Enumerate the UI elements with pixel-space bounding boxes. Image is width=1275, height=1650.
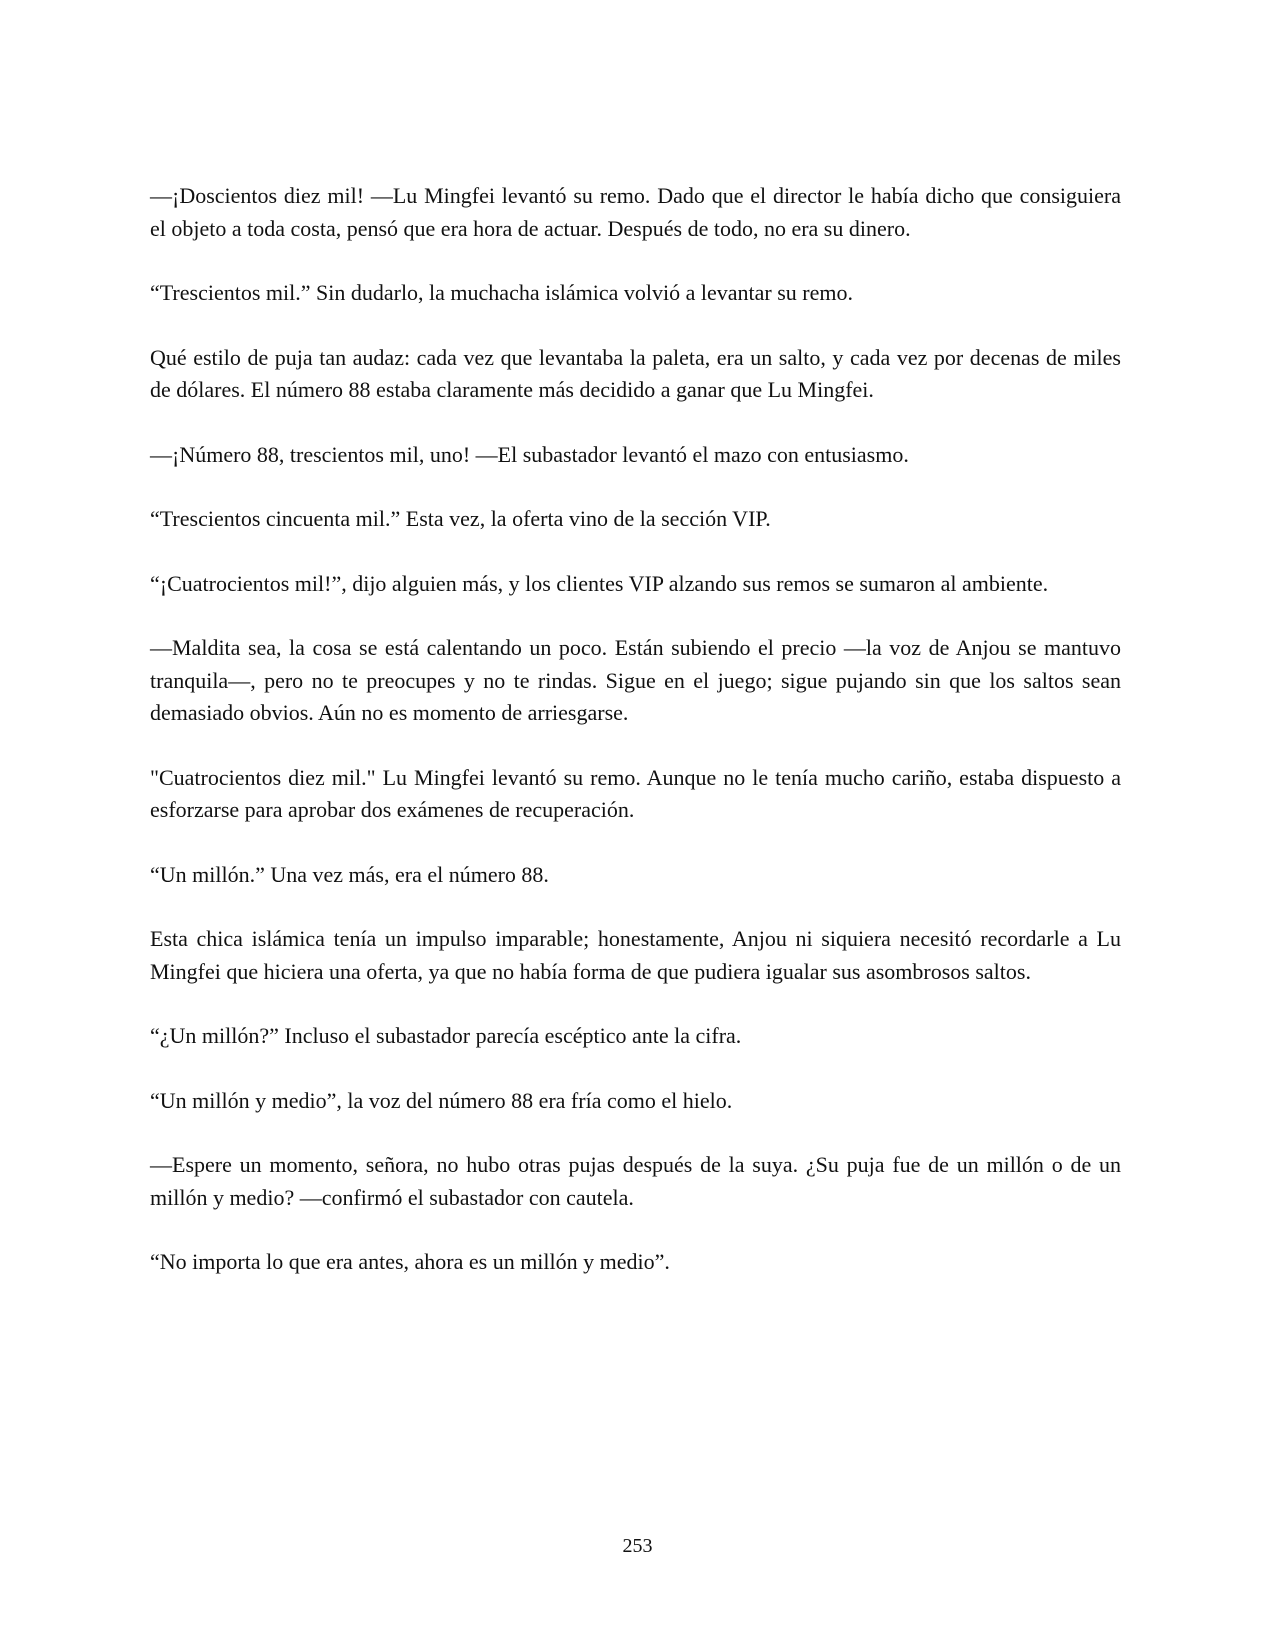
paragraph: Esta chica islámica tenía un impulso imparable; honestamente, Anjou ni siquiera necesitó recordarle a Lu Mingfei que hiciera una oferta, ya que no había forma de que pudiera igualar sus asombrosos saltos. (150, 926, 1121, 984)
paragraph: “Trescientos mil.” Sin dudarlo, la muchacha islámica volvió a levantar su remo. (150, 280, 854, 305)
paragraph: “¡Cuatrocientos mil!”, dijo alguien más, y los clientes VIP alzando sus remos se sumaron al ambiente. (150, 570, 1049, 596)
paragraph: “Un millón y medio”, la voz del número 88 era fría como el hielo. (150, 1087, 733, 1113)
paragraph: “Un millón.” Una vez más, era el número 88. (150, 861, 549, 887)
paragraph: —¡Doscientos diez mil! —Lu Mingfei levantó su remo. Dado que el director le había dicho que consiguiera el objeto a toda costa, pensó que era hora de actuar. Después de todo, no era su dinero. (150, 183, 1121, 241)
paragraph: —Espere un momento, señora, no hubo otras pujas después de la suya. ¿Su puja fue de un millón o de un millón y medio? —confirmó el subastador con cautela. (150, 1152, 1121, 1210)
paragraph: —¡Número 88, trescientos mil, uno! —El subastador levantó el mazo con entusiasmo. (150, 441, 909, 467)
page-body (150, 180, 1121, 1311)
paragraph: Qué estilo de puja tan audaz: cada vez que levantaba la paleta, era un salto, y cada vez por decenas de miles de dólares. El número 88 estaba claramente más decidido a ganar que Lu Mingfei. (150, 344, 1121, 402)
paragraph: "Cuatrocientos diez mil." Lu Mingfei levantó su remo. Aunque no le tenía mucho cariño, estaba dispuesto a esforzarse para aprobar dos exámenes de recuperación. (150, 764, 1121, 822)
paragraph: “No importa lo que era antes, ahora es un millón y medio”. (150, 1249, 670, 1274)
paragraph: “Trescientos cincuenta mil.” Esta vez, la oferta vino de la sección VIP. (150, 506, 771, 531)
paragraph: “¿Un millón?” Incluso el subastador parecía escéptico ante la cifra. (150, 1023, 742, 1048)
page-number: 253 (622, 1535, 653, 1557)
paragraph: —Maldita sea, la cosa se está calentando un poco. Están subiendo el precio —la voz de Anjou se mantuvo tranquila—, pero no te preocupes y no te rindas. Sigue en el juego; sigue pujando sin que los saltos sean demasiado obvios. Aún no es momento de arriesgarse. (150, 635, 1121, 725)
